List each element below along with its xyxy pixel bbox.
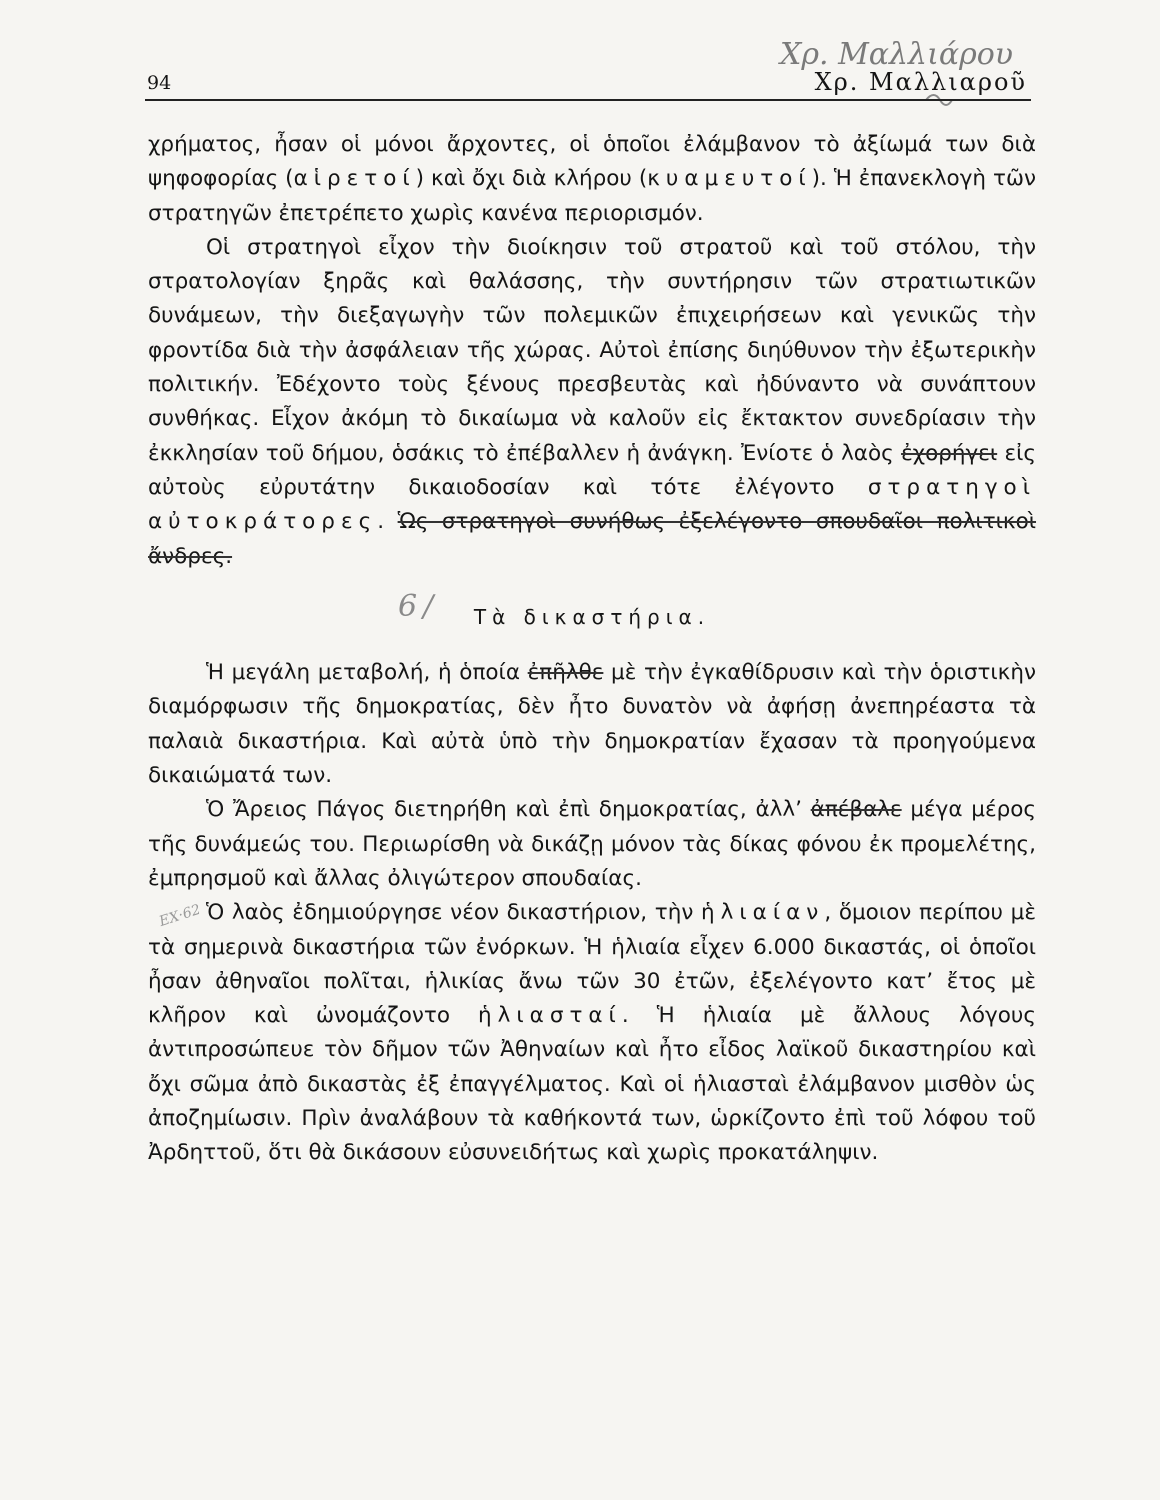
term-airetoi: αἱρετοί [293, 166, 416, 192]
header-rule [145, 99, 1031, 101]
p1-open-paren: ( [638, 166, 648, 192]
section-heading-text: Τὰ δικαστήρια. [473, 604, 711, 629]
p5-text-b: , ὅμοιον περίπου μὲ τὰ σημερινὰ δικαστήρια τῶν ἐνόρκων. Ἡ ἡλιαία εἶχεν 6.000 δικαστάς, οἱ ὁποῖοι ἦσαν ἀθηναῖοι πολῖται, ἡλικίας ἄνω τῶν 30 ἐτῶν, ἐξελέγοντο κατ’ ἔτος μὲ κλῆρον καὶ ὠνομάζοντο [148, 900, 1036, 1029]
section-heading [148, 588, 1036, 634]
p1-line-2: ἀξίωμά των διὰ ψηφοφορίας ( [148, 132, 1036, 192]
p1-line-1: χρήματος, ἦσαν οἱ μόνοι ἄρχοντες, οἱ ὁποῖοι ἐλάμβανον τὸ [148, 132, 840, 157]
p4-struck-word: ἀπέβαλε [810, 797, 902, 823]
p2-struck-word: ἐχορήγει [901, 440, 998, 466]
p4-text-b: μέγα μέρος τῆς δυνάμεώς του. Περιωρίσθη νὰ δικάζῃ μόνον τὰς δίκας φόνου ἐκ προμελέτης, ἐμπρησμοῦ καὶ ἄλλας ὀλιγώτερον σπουδαίας. [148, 797, 1036, 891]
page-header [145, 62, 1031, 98]
term-heliaian: ἡλιαίαν [701, 900, 825, 926]
term-strategoi-autokratores: στρατηγοὶ αὐτοκράτορες [148, 474, 1036, 535]
p3-text-b: μὲ τὴν ἐγκαθίδρυσιν καὶ τὴν ὁριστικὴν διαμόρφωσιν τῆς δημοκρατίας, δὲν ἦτο δυνατὸν νὰ ἀφήσῃ ἀνεπηρέαστα τὰ παλαιὰ δικαστήρια. Καὶ αὐτὰ ὑπὸ τὴν δημοκρατίαν ἔχασαν τὰ προηγούμενα δικαιώματά των. [148, 660, 1036, 789]
p4-text-a: Ὁ Ἄρειος Πάγος διετηρήθη καὶ ἐπὶ δημοκρατίας, ἀλλ’ [206, 797, 802, 823]
p3-struck-word: ἐπῆλθε [527, 660, 604, 686]
page-number: 94 [147, 72, 172, 94]
body-text [148, 128, 1036, 1171]
p2-text-b: εἰς αὐτοὺς εὐρυτάτην δικαιοδοσίαν καὶ τότε ἐλέγοντο [148, 440, 1036, 500]
paragraph-3 [148, 656, 1036, 793]
p1-line-4: ). Ἡ ἐπανεκλογὴ τῶν στρατηγῶν ἐπετρέπετο χωρὶς κανένα περιορισμόν. [148, 166, 1037, 226]
p2-text-a: Οἱ στρατηγοὶ εἶχον τὴν διοίκησιν τοῦ στρατοῦ καὶ τοῦ στόλου, τὴν στρατολογίαν ξηρᾶς καὶ θαλάσσης, τὴν συντήρησιν τῶν στρατιωτικῶν δυνάμεων, τὴν διεξαγωγὴν τῶν πολεμικῶν ἐπιχειρήσεων καὶ γενικῶς τὴν φροντίδα διὰ τὴν ἀσφάλειαν τῆς χώρας. Αὐτοὶ ἐπίσης διηύθυνον τὴν ἐξωτερικὴν πολιτικήν. Ἐδέχοντο τοὺς ξένους πρεσβευτὰς καὶ ἠδύναντο νὰ συνάπτουν συνθήκας. Εἶχον ἀκόμη τὸ δικαίωμα νὰ καλοῦν εἰς ἔκτακτον συνεδρίασιν τὴν ἐκκλησίαν τοῦ δήμου, ὁσάκις τὸ ἐπέβαλλεν ἡ ἀνάγκη. Ἐνίοτε ὁ λαὸς [148, 234, 1036, 466]
p5-text-c: . Ἡ ἡλιαία μὲ ἄλλους λόγους ἀντιπροσώπευε τὸν δῆμον τῶν Ἀθηναίων καὶ ἦτο εἶδος λαϊκοῦ δικαστηρίου καὶ ὄχι σῶμα ἀπὸ δικαστὰς ἐξ ἐπαγγέλματος. Καὶ οἱ ἡλιασταὶ ἐλάμβανον μισθὸν ὡς ἀποζημίωσιν. Πρὶν ἀναλάβουν τὰ καθήκοντά των, ὡρκίζοντο ἐπὶ τοῦ λόφου τοῦ Ἀρδηττοῦ, ὅτι θὰ δικάσουν εὐσυνειδήτως καὶ χωρὶς προκατάληψιν. [148, 1003, 1036, 1166]
running-head: Χρ. Μαλλιαροῦ [814, 68, 1027, 96]
paragraph-5 [148, 896, 1036, 1170]
section-marker-svg [396, 578, 440, 634]
term-heliastai: ἡλιασταί [478, 1003, 622, 1029]
handwritten-annotation-text: Χρ. Μαλλιάρου [780, 37, 1014, 72]
p2-struck-sentence: Ὡς στρατηγοὶ συνήθως ἐξελέγοντο σπουδαῖοι πολιτικοὶ ἄνδρες. [148, 509, 1037, 569]
p5-text-a: Ὁ λαὸς ἐδημιούργησε νέον δικαστήριον, τὴν [206, 900, 694, 926]
p1-line-3: ) καὶ ὄχι διὰ κλήρου [415, 166, 632, 192]
section-marker-text: 6/ [398, 588, 440, 624]
term-kyameutoi: κυαμευτοί [647, 166, 812, 192]
section-marker [396, 578, 440, 634]
paragraph-4 [148, 793, 1036, 896]
margin-annotation: ΕΧ·62 [157, 901, 203, 930]
p3-text-a: Ἡ μεγάλη μεταβολή, ἡ ὁποία [206, 660, 520, 686]
paragraph-1 [148, 128, 1036, 231]
paragraph-2: Οἱ στρατηγοὶ εἶχον τὴν διοίκησιν τοῦ στρατοῦ καὶ τοῦ στόλου, τὴν στρατολογίαν ξηρᾶς καὶ θαλάσσης, τὴν συντήρησιν τῶν στρατιωτικῶν δυνάμεων, τὴν διεξαγωγὴν τῶν πολεμικῶν ἐπιχειρήσεων καὶ γενικῶς τὴν φροντίδα διὰ τὴν ἀσφάλειαν τῆς χώρας. Αὐτοὶ ἐπίσης διηύθυνον τὴν ἐξωτερικὴν πολιτικήν. Ἐδέχοντο τοὺς ξένους πρεσβευτὰς καὶ ἠδύναντο νὰ συνάπτουν συνθήκας. Εἶχον ἀκόμη τὸ δικαίωμα νὰ καλοῦν εἰς ἔκτακτον συνεδρίασιν τὴν ἐκκλησίαν τοῦ δήμου, ὁσάκις τὸ ἐπέβαλλεν ἡ ἀνάγκη. Ἐνίοτε ὁ λαὸς ἐχορήγει εἰς αὐτοὺς εὐρυτάτην δικαιοδοσίαν καὶ τότε ἐλέγοντο στρατηγοὶ αὐτοκράτορες. Ὡς στρατηγοὶ συνήθως ἐξελέγοντο σπουδαῖοι πολιτικοὶ ἄνδρες. [148, 234, 1037, 569]
